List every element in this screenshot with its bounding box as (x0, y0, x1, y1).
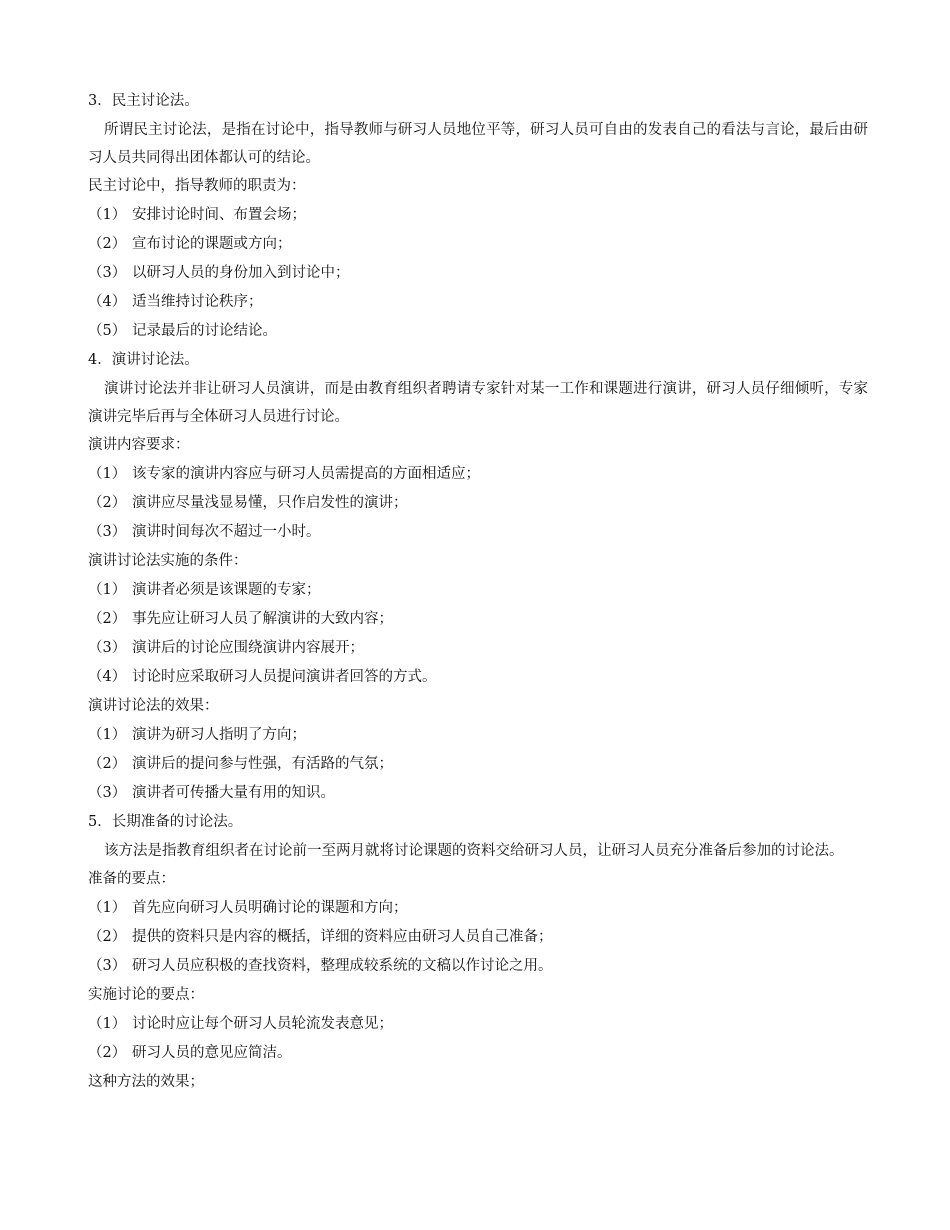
list-item (88, 230, 868, 259)
list-item-number: （3） (88, 265, 127, 281)
section-intro-paragraph: 该方法是指教育组织者在讨论前一至两月就将讨论课题的资料交给研习人员，让研习人员充分准备后参加的讨论法。 (104, 843, 844, 859)
list-item-number: （1） (88, 582, 127, 598)
list-item-number: （1） (88, 1016, 127, 1032)
list-item-text: 以研习人员的身份加入到讨论中； (132, 265, 350, 281)
list-item-number: （2） (88, 236, 127, 252)
group-label: 实施讨论的要点： (88, 987, 204, 1003)
list-item (88, 201, 868, 230)
list-item-text: 安排讨论时间、布置会场； (132, 207, 306, 223)
list-item (88, 259, 868, 288)
list-item-number: （3） (88, 785, 127, 801)
list-item-number: （4） (88, 669, 127, 685)
list-item-text: 提供的资料只是内容的概括，详细的资料应由研习人员自己准备； (132, 929, 553, 945)
list-item-text: 演讲后的提问参与性强，有活路的气氛； (132, 756, 393, 772)
list-item-text: 研习人员应积极的查找资料，整理成较系统的文稿以作讨论之用。 (132, 958, 553, 974)
list-item (88, 634, 868, 663)
list-item (88, 923, 868, 952)
list-item-number: （1） (88, 466, 127, 482)
list-item-text: 宣布讨论的课题或方向； (132, 236, 292, 252)
list-item-text: 讨论时应采取研习人员提问演讲者回答的方式。 (132, 669, 437, 685)
list-item-text: 讨论时应让每个研习人员轮流发表意见； (132, 1016, 393, 1032)
list-item (88, 288, 868, 317)
section-intro-paragraph: 演讲讨论法并非让研习人员演讲，而是由教育组织者聘请专家针对某一工作和课题进行演讲，研习人员仔细倾听，专家演讲完毕后再与全体研习人员进行讨论。 (88, 381, 868, 425)
list-item (88, 779, 868, 808)
list-item-number: （3） (88, 640, 127, 656)
list-item-number: （3） (88, 958, 127, 974)
group-label: 演讲内容要求： (88, 437, 190, 453)
list-item-number: （5） (88, 323, 127, 339)
list-item-number: （1） (88, 900, 127, 916)
list-item (88, 489, 868, 518)
list-item-number: （4） (88, 294, 127, 310)
list-item-text: 事先应让研习人员了解演讲的大致内容； (132, 611, 393, 627)
list-item (88, 460, 868, 489)
section-intro-paragraph: 所谓民主讨论法，是指在讨论中，指导教师与研习人员地位平等，研习人员可自由的发表自己的看法与言论，最后由研习人员共同得出团体都认可的结论。 (88, 122, 868, 166)
list-item-text: 演讲时间每次不超过一小时。 (132, 524, 321, 540)
list-item-number: （3） (88, 524, 127, 540)
list-item (88, 894, 868, 923)
list-item-number: （1） (88, 727, 127, 743)
list-item (88, 317, 868, 346)
list-item-text: 首先应向研习人员明确讨论的课题和方向； (132, 900, 408, 916)
list-item (88, 518, 868, 547)
list-item-text: 演讲后的讨论应围绕演讲内容展开； (132, 640, 364, 656)
list-item (88, 750, 868, 779)
section-heading: 3．民主讨论法。 (88, 93, 199, 109)
list-item-number: （1） (88, 207, 127, 223)
list-item (88, 952, 868, 981)
list-item-number: （2） (88, 495, 127, 511)
list-item (88, 1039, 868, 1068)
list-item (88, 663, 868, 692)
list-item-text: 研习人员的意见应简洁。 (132, 1045, 292, 1061)
list-item (88, 1010, 868, 1039)
list-item-number: （2） (88, 611, 127, 627)
group-label: 这种方法的效果； (88, 1074, 204, 1090)
list-item-number: （2） (88, 929, 127, 945)
list-item-text: 演讲应尽量浅显易懂，只作启发性的演讲； (132, 495, 408, 511)
list-item-text: 记录最后的讨论结论。 (132, 323, 277, 339)
list-item-number: （2） (88, 1045, 127, 1061)
list-item-text: 适当维持讨论秩序； (132, 294, 263, 310)
group-label: 演讲讨论法实施的条件： (88, 553, 248, 569)
list-item (88, 576, 868, 605)
list-item (88, 605, 868, 634)
list-item-text: 演讲者可传播大量有用的知识。 (132, 785, 335, 801)
section-heading: 5．长期准备的讨论法。 (88, 814, 243, 830)
group-label: 民主讨论中，指导教师的职责为： (88, 178, 306, 194)
group-label: 准备的要点： (88, 871, 175, 887)
list-item-number: （2） (88, 756, 127, 772)
document-page (88, 87, 868, 1097)
list-item-text: 该专家的演讲内容应与研习人员需提高的方面相适应； (132, 466, 480, 482)
list-item-text: 演讲为研习人指明了方向； (132, 727, 306, 743)
list-item (88, 721, 868, 750)
group-label: 演讲讨论法的效果： (88, 698, 219, 714)
section-heading: 4．演讲讨论法。 (88, 352, 199, 368)
list-item-text: 演讲者必须是该课题的专家； (132, 582, 321, 598)
